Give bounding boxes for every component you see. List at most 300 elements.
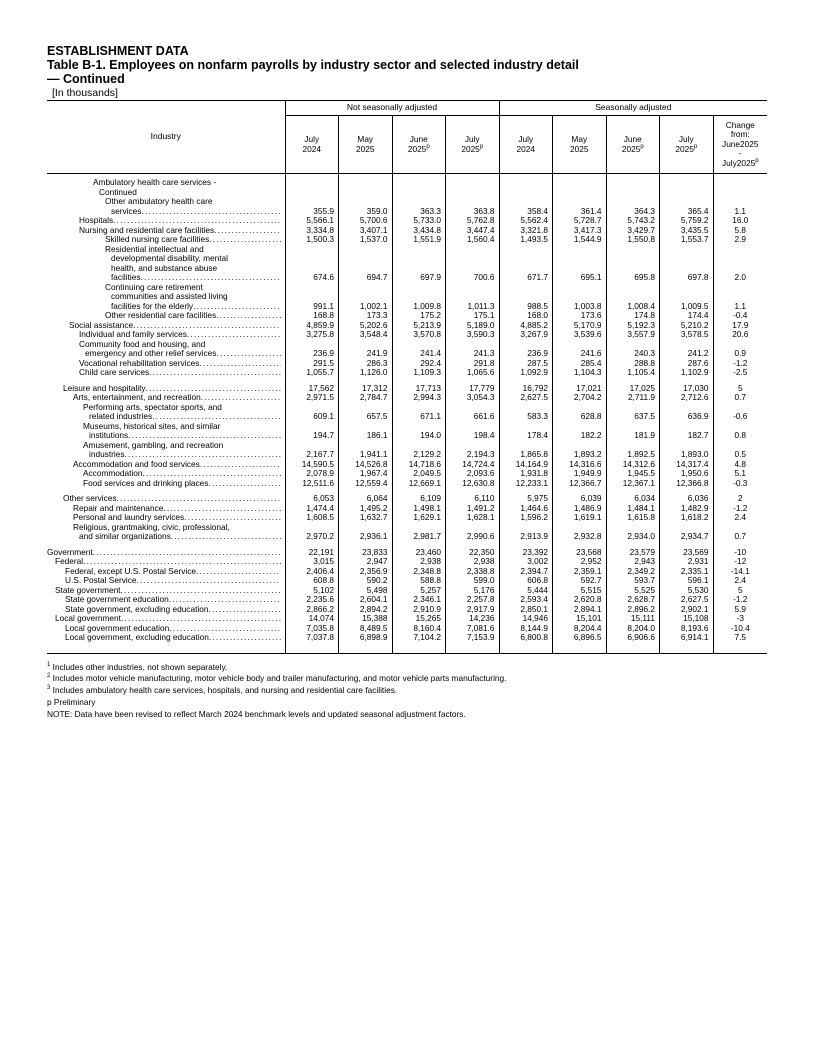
- value-cell: 2,078.9: [285, 469, 339, 479]
- leader-dots: [196, 567, 281, 577]
- value-cell: 363.8: [446, 197, 500, 216]
- leader-dots: [149, 368, 280, 378]
- value-cell: 1,109.3: [392, 368, 446, 378]
- value-cell: 14,718.6: [392, 460, 446, 470]
- value-cell: 241.4: [392, 340, 446, 359]
- value-cell: 17,312: [339, 384, 393, 394]
- industry-label-text: Religious, grantmaking, civic, professional,: [73, 521, 230, 532]
- industry-label-text: Other ambulatory health care: [105, 196, 213, 206]
- leader-dots: [216, 349, 280, 359]
- value-cell: 240.3: [606, 340, 660, 359]
- value-cell: 1,484.1: [606, 504, 660, 514]
- industry-label-text: Other services: [63, 493, 117, 503]
- value-cell: 596.1: [660, 576, 714, 586]
- table-row: [47, 245, 767, 283]
- industry-label-text: Food services and drinking places: [83, 477, 209, 488]
- value-cell: 6,800.8: [499, 633, 553, 643]
- value-cell: 2,356.9: [339, 567, 393, 577]
- value-cell: 5,213.9: [392, 321, 446, 331]
- value-cell: 5,176: [446, 586, 500, 596]
- value-cell: 5,189.0: [446, 321, 500, 331]
- industry-label-text: developmental disability, mental: [111, 253, 228, 263]
- industry-label-text: State government: [55, 584, 121, 595]
- value-cell: 17,030: [660, 384, 714, 394]
- value-cell: 6,034: [606, 494, 660, 504]
- value-cell: 5,975: [499, 494, 553, 504]
- value-cell: 2,711.9: [606, 393, 660, 403]
- section-heading: ESTABLISHMENT DATA: [47, 44, 189, 58]
- value-cell: 2,994.3: [392, 393, 446, 403]
- change-cell: 2: [713, 494, 767, 504]
- value-cell: 23,460: [392, 548, 446, 558]
- value-cell: 583.3: [499, 403, 553, 422]
- value-cell: 286.3: [339, 359, 393, 369]
- change-header-line: Change: [725, 119, 755, 130]
- value-cell: 14,316.6: [553, 460, 607, 470]
- preliminary-mark: p: [479, 143, 484, 150]
- value-cell: 6,039: [553, 494, 607, 504]
- leader-dots: [200, 460, 281, 470]
- industry-label-text: Residential intellectual and: [105, 243, 204, 254]
- value-cell: 5,498: [339, 586, 393, 596]
- value-cell: 14,946: [499, 614, 553, 624]
- value-cell: 173.6: [553, 311, 607, 321]
- column-header-month: June: [623, 134, 642, 144]
- value-cell: 697.9: [392, 245, 446, 283]
- value-cell: 2,335.1: [660, 567, 714, 577]
- value-cell: 292.4: [392, 359, 446, 369]
- value-cell: 2,931: [660, 557, 714, 567]
- industry-label: [47, 368, 285, 378]
- value-cell: 3,267.9: [499, 330, 553, 340]
- leader-dots: [93, 548, 281, 558]
- value-cell: 4,859.9: [285, 321, 339, 331]
- value-cell: [499, 174, 553, 198]
- change-cell: -0.3: [713, 479, 767, 489]
- value-cell: 8,144.9: [499, 624, 553, 634]
- value-cell: 1,893.2: [553, 441, 607, 460]
- value-cell: [339, 174, 393, 198]
- value-cell: 599.0: [446, 576, 500, 586]
- change-cell: -0.6: [713, 403, 767, 422]
- column-header-month: July: [518, 134, 534, 144]
- value-cell: 2,346.1: [392, 595, 446, 605]
- industry-label-text: Ambulatory health care services -: [93, 177, 217, 187]
- value-cell: [392, 174, 446, 198]
- value-cell: 5,762.8: [446, 216, 500, 226]
- value-cell: 1,092.9: [499, 368, 553, 378]
- value-cell: 1,102.9: [660, 368, 714, 378]
- industry-label-text: U.S. Postal Service: [65, 575, 137, 585]
- change-cell: [713, 174, 767, 198]
- value-cell: 291.5: [285, 359, 339, 369]
- value-cell: 5,562.4: [499, 216, 553, 226]
- column-header-year: 2025: [356, 143, 375, 154]
- value-cell: 6,898.9: [339, 633, 393, 643]
- value-cell: 3,429.7: [606, 226, 660, 236]
- value-cell: 2,902.1: [660, 605, 714, 615]
- value-cell: 23,568: [553, 548, 607, 558]
- value-cell: 3,015: [285, 557, 339, 567]
- value-cell: 14,724.4: [446, 460, 500, 470]
- column-header-year: 2024: [302, 143, 321, 154]
- value-cell: 5,515: [553, 586, 607, 596]
- value-cell: 236.9: [499, 340, 553, 359]
- value-cell: 3,407.1: [339, 226, 393, 236]
- value-cell: 12,367.1: [606, 479, 660, 489]
- value-cell: 15,101: [553, 614, 607, 624]
- value-cell: 5,102: [285, 586, 339, 596]
- industry-label-text: and similar organizations: [79, 531, 171, 541]
- value-cell: 2,917.9: [446, 605, 500, 615]
- value-cell: 361.4: [553, 197, 607, 216]
- value-cell: 2,257.8: [446, 595, 500, 605]
- value-cell: 6,914.1: [660, 633, 714, 643]
- column-header-month: July: [678, 134, 694, 144]
- value-cell: 8,160.4: [392, 624, 446, 634]
- industry-label-text: Accommodation and food services: [73, 458, 200, 469]
- industry-label-text: facilities: [111, 272, 141, 282]
- value-cell: 2,338.8: [446, 567, 500, 577]
- value-cell: 636.9: [660, 403, 714, 422]
- value-cell: 2,938: [392, 557, 446, 567]
- industry-label-text: Individual and family services: [79, 329, 187, 339]
- value-cell: 2,604.1: [339, 595, 393, 605]
- column-header-year: 2025: [461, 143, 480, 154]
- industry-label-text: Federal, except U.S. Postal Service: [65, 565, 196, 576]
- value-cell: 359.0: [339, 197, 393, 216]
- units-note: [In thousands]: [52, 87, 118, 99]
- value-cell: 288.8: [606, 359, 660, 369]
- value-cell: 2,971.5: [285, 393, 339, 403]
- leader-dots: [209, 235, 280, 245]
- value-cell: 1,474.4: [285, 504, 339, 514]
- value-cell: 285.4: [553, 359, 607, 369]
- industry-label-text: Government: [47, 546, 93, 557]
- industry-label-text: Museums, historical sites, and similar: [83, 420, 221, 431]
- value-cell: 2,620.8: [553, 595, 607, 605]
- leader-dots: [199, 359, 280, 369]
- value-cell: 6,053: [285, 494, 339, 504]
- table-row: [47, 368, 767, 378]
- value-cell: 6,906.6: [606, 633, 660, 643]
- value-cell: 2,194.3: [446, 441, 500, 460]
- column-header: [285, 116, 339, 174]
- value-cell: 1,551.9: [392, 235, 446, 245]
- change-cell: -12: [713, 557, 767, 567]
- value-cell: 661.6: [446, 403, 500, 422]
- table-row: [47, 633, 767, 643]
- value-cell: 608.8: [285, 576, 339, 586]
- value-cell: 1,009.5: [660, 283, 714, 312]
- value-cell: 1,537.0: [339, 235, 393, 245]
- footnote-mark: 3: [47, 685, 51, 692]
- industry-label: [47, 283, 285, 312]
- value-cell: 2,990.6: [446, 523, 500, 542]
- value-cell: 6,036: [660, 494, 714, 504]
- table-row: [47, 460, 767, 470]
- value-cell: 695.8: [606, 245, 660, 283]
- change-cell: 17.9: [713, 321, 767, 331]
- value-cell: 1,482.9: [660, 504, 714, 514]
- value-cell: 3,578.5: [660, 330, 714, 340]
- value-cell: 2,896.2: [606, 605, 660, 615]
- footnote: [47, 662, 767, 674]
- change-cell: -0.4: [713, 311, 767, 321]
- value-cell: 2,894.2: [339, 605, 393, 615]
- value-cell: 2,167.7: [285, 441, 339, 460]
- value-cell: 5,170.9: [553, 321, 607, 331]
- value-cell: 700.6: [446, 245, 500, 283]
- column-header-year: 2025: [621, 143, 641, 154]
- value-cell: 1,967.4: [339, 469, 393, 479]
- value-cell: 2,910.9: [392, 605, 446, 615]
- value-cell: 3,434.8: [392, 226, 446, 236]
- footnote: [47, 709, 767, 721]
- value-cell: 236.9: [285, 340, 339, 359]
- column-header: [660, 116, 714, 174]
- column-header-year: 2025: [407, 143, 427, 154]
- value-cell: 6,109: [392, 494, 446, 504]
- value-cell: 7,035.8: [285, 624, 339, 634]
- value-cell: 168.8: [285, 311, 339, 321]
- value-cell: 14,236: [446, 614, 500, 624]
- change-cell: -1.2: [713, 504, 767, 514]
- change-cell: 5.1: [713, 469, 767, 479]
- value-cell: 23,579: [606, 548, 660, 558]
- column-header: [553, 116, 607, 174]
- value-cell: 1,065.6: [446, 368, 500, 378]
- value-cell: 3,435.5: [660, 226, 714, 236]
- change-cell: 5: [713, 586, 767, 596]
- value-cell: 15,265: [392, 614, 446, 624]
- table-row: [47, 403, 767, 422]
- change-column-header: [713, 116, 767, 174]
- value-cell: 1,495.2: [339, 504, 393, 514]
- group-header-not-seasonally-adjusted: Not seasonally adjusted: [285, 101, 499, 116]
- value-cell: 8,204.0: [606, 624, 660, 634]
- value-cell: 3,417.3: [553, 226, 607, 236]
- table-row: [47, 197, 767, 216]
- column-header: [392, 116, 446, 174]
- table-row: [47, 576, 767, 586]
- value-cell: 194.0: [392, 422, 446, 441]
- value-cell: 186.1: [339, 422, 393, 441]
- value-cell: 5,728.7: [553, 216, 607, 226]
- value-cell: 241.3: [446, 340, 500, 359]
- value-cell: 2,627.5: [499, 393, 553, 403]
- industry-label-text: Local government, excluding education: [65, 632, 209, 642]
- value-cell: 365.4: [660, 197, 714, 216]
- value-cell: 1,615.8: [606, 513, 660, 523]
- payroll-table: [47, 100, 767, 654]
- value-cell: 14,074: [285, 614, 339, 624]
- value-cell: 182.2: [553, 422, 607, 441]
- value-cell: 2,406.4: [285, 567, 339, 577]
- value-cell: 1,055.7: [285, 368, 339, 378]
- value-cell: 697.8: [660, 245, 714, 283]
- value-cell: 5,566.1: [285, 216, 339, 226]
- leader-dots: [171, 532, 281, 542]
- value-cell: 1,608.5: [285, 513, 339, 523]
- industry-label: [47, 403, 285, 422]
- value-cell: 15,111: [606, 614, 660, 624]
- value-cell: 2,359.1: [553, 567, 607, 577]
- table-row: [47, 311, 767, 321]
- value-cell: 1,008.4: [606, 283, 660, 312]
- leader-dots: [209, 633, 281, 643]
- change-cell: 0.7: [713, 393, 767, 403]
- industry-label: [47, 441, 285, 460]
- value-cell: 1,500.3: [285, 235, 339, 245]
- value-cell: 287.6: [660, 359, 714, 369]
- industry-label-text: health, and substance abuse: [111, 262, 218, 273]
- column-header: [446, 116, 500, 174]
- value-cell: 1,491.2: [446, 504, 500, 514]
- industry-label-text: Vocational rehabilitation services: [79, 357, 200, 368]
- value-cell: 7,104.2: [392, 633, 446, 643]
- value-cell: 2,932.8: [553, 523, 607, 542]
- value-cell: 241.9: [339, 340, 393, 359]
- value-cell: 5,525: [606, 586, 660, 596]
- value-cell: 657.5: [339, 403, 393, 422]
- change-cell: 2.9: [713, 235, 767, 245]
- table-row: [47, 422, 767, 441]
- value-cell: 5,444: [499, 586, 553, 596]
- leader-dots: [216, 311, 280, 321]
- footnote: [47, 685, 767, 697]
- column-header-year: 2025: [570, 143, 589, 154]
- value-cell: 2,938: [446, 557, 500, 567]
- table-row: [47, 340, 767, 359]
- value-cell: 3,557.9: [606, 330, 660, 340]
- value-cell: 15,388: [339, 614, 393, 624]
- industry-label-text: industries: [89, 449, 125, 459]
- value-cell: 3,002: [499, 557, 553, 567]
- preliminary-mark: p: [693, 143, 698, 150]
- industry-label-text: Amusement, gambling, and recreation: [83, 439, 224, 450]
- value-cell: 2,934.0: [606, 523, 660, 542]
- value-cell: 16,792: [499, 384, 553, 394]
- value-cell: 12,630.8: [446, 479, 500, 489]
- value-cell: 1,892.5: [606, 441, 660, 460]
- column-header-month: July: [464, 134, 480, 144]
- industry-label-text: Accommodation: [83, 468, 143, 478]
- table-row: [47, 283, 767, 312]
- value-cell: 15,108: [660, 614, 714, 624]
- preliminary-mark: p: [640, 143, 644, 150]
- value-cell: 4,885.2: [499, 321, 553, 331]
- value-cell: 671.7: [499, 245, 553, 283]
- footnote-mark: 2: [47, 673, 51, 680]
- value-cell: 1,003.8: [553, 283, 607, 312]
- value-cell: 363.3: [392, 197, 446, 216]
- value-cell: [553, 174, 607, 198]
- footnote: [47, 673, 767, 685]
- value-cell: 23,833: [339, 548, 393, 558]
- value-cell: 1,596.2: [499, 513, 553, 523]
- industry-label-text: services: [111, 205, 142, 216]
- value-cell: 181.9: [606, 422, 660, 441]
- value-cell: 3,275.8: [285, 330, 339, 340]
- value-cell: 2,936.1: [339, 523, 393, 542]
- leader-dots: [208, 605, 280, 615]
- value-cell: 3,321.8: [499, 226, 553, 236]
- value-cell: 14,317.4: [660, 460, 714, 470]
- column-header: [499, 116, 553, 174]
- column-header-year: 2025: [675, 143, 694, 154]
- value-cell: 1,126.0: [339, 368, 393, 378]
- industry-label-text: Performing arts, spectator sports, and: [83, 401, 222, 412]
- value-cell: 241.6: [553, 340, 607, 359]
- industry-label-text: Community food and housing, and: [79, 338, 206, 349]
- value-cell: 5,530: [660, 586, 714, 596]
- value-cell: 1,553.7: [660, 235, 714, 245]
- table-row: [47, 567, 767, 577]
- change-cell: -1.2: [713, 359, 767, 369]
- value-cell: 2,348.8: [392, 567, 446, 577]
- industry-label-text: Leisure and hospitality: [63, 382, 146, 393]
- change-cell: -10.4: [713, 624, 767, 634]
- value-cell: 2,981.7: [392, 523, 446, 542]
- value-cell: 3,447.4: [446, 226, 500, 236]
- table-title-continued: — Continued: [47, 72, 125, 86]
- preliminary-mark: p: [755, 157, 759, 164]
- value-cell: 5,700.6: [339, 216, 393, 226]
- value-cell: 8,204.4: [553, 624, 607, 634]
- value-cell: 1,493.5: [499, 235, 553, 245]
- industry-label-text: Local government education: [65, 622, 170, 633]
- table-row: [47, 441, 767, 460]
- value-cell: 178.4: [499, 422, 553, 441]
- industry-label-text: Repair and maintenance: [73, 502, 164, 513]
- industry-label: [47, 523, 285, 542]
- value-cell: 3,548.4: [339, 330, 393, 340]
- industry-label-text: Hospitals: [79, 215, 114, 225]
- change-cell: -14.1: [713, 567, 767, 577]
- value-cell: 588.8: [392, 576, 446, 586]
- value-cell: 14,590.5: [285, 460, 339, 470]
- value-cell: 182.7: [660, 422, 714, 441]
- value-cell: 2,970.2: [285, 523, 339, 542]
- value-cell: 194.7: [285, 422, 339, 441]
- industry-label: [47, 633, 285, 643]
- change-header-line: June2025: [722, 138, 759, 149]
- value-cell: 1,945.5: [606, 469, 660, 479]
- value-cell: 1,931.8: [499, 469, 553, 479]
- change-cell: 1.1: [713, 197, 767, 216]
- value-cell: 5,202.6: [339, 321, 393, 331]
- value-cell: 173.3: [339, 311, 393, 321]
- industry-label-text: Other residential care facilities: [105, 310, 217, 320]
- industry-label-text: Personal and laundry services: [73, 512, 185, 522]
- change-cell: 5.9: [713, 605, 767, 615]
- value-cell: 6,064: [339, 494, 393, 504]
- industry-label-text: Continuing care retirement: [105, 281, 203, 292]
- change-cell: 4.8: [713, 460, 767, 470]
- value-cell: 12,559.4: [339, 479, 393, 489]
- value-cell: 671.1: [392, 403, 446, 422]
- value-cell: 2,850.1: [499, 605, 553, 615]
- value-cell: 23,569: [660, 548, 714, 558]
- value-cell: 241.2: [660, 340, 714, 359]
- value-cell: 592.7: [553, 576, 607, 586]
- footnote-text: p Preliminary: [47, 696, 96, 707]
- value-cell: [446, 174, 500, 198]
- value-cell: 17,021: [553, 384, 607, 394]
- footnote-text: Includes other industries, not shown separately.: [50, 661, 228, 672]
- table-row: [47, 605, 767, 615]
